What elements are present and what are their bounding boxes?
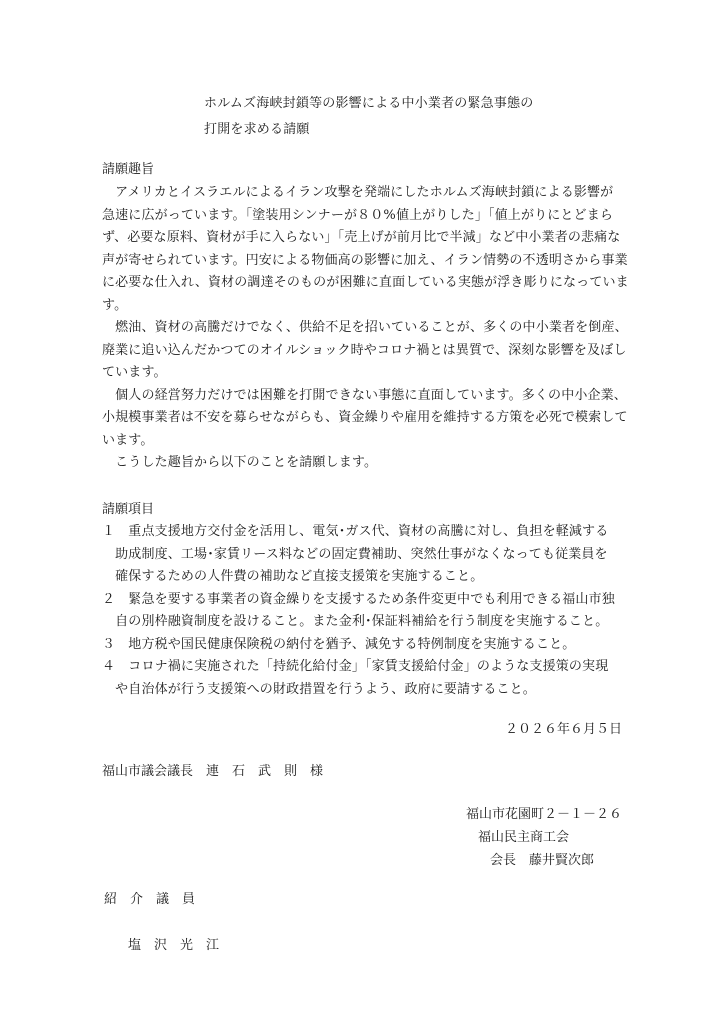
gist-line: こうした趣旨から以下のことを請願します。 (102, 455, 378, 470)
petitioner-address: 福山市花園町２－１－２６ (466, 807, 623, 822)
gist-line: 小規模事業者は不安を募らせながらも、資金繰りや雇用を維持する方策を必死で模索して (102, 410, 628, 425)
items-heading: 請願項目 (102, 502, 155, 517)
item-line: １ 重点支援地方交付金を活用し、電気･ガス代、資材の高騰に対し、負担を軽減する (102, 524, 609, 539)
petitioner-organization: 福山民主商工会 (478, 830, 570, 845)
introducer-name: 塩 沢 光 江 (128, 938, 220, 953)
item-line: 自の別枠融資制度を設けること。また金利･保証料補給を行う制度を実施すること。 (102, 614, 609, 629)
gist-line: アメリカとイスラエルによるイラン攻撃を発端にしたホルムズ海峡封鎖による影響が (102, 185, 614, 200)
gist-line: す。 (102, 298, 128, 313)
gist-line: 声が寄せられています。円安による物価高の影響に加え、イラン情勢の不透明さから事業 (102, 253, 628, 268)
gist-line: ています。 (102, 365, 167, 380)
item-line: や自治体が行う支援策への財政措置を行うよう、政府に要請すること。 (102, 682, 536, 697)
gist-heading: 請願趣旨 (102, 162, 155, 177)
gist-line: 燃油、資材の高騰だけでなく、供給不足を招いていることが、多くの中小業者を倒産、 (102, 320, 628, 335)
gist-line: 個人の経営努力だけでは困難を打開できない事態に直面しています。多くの中小企業、 (102, 388, 627, 403)
gist-line: います。 (102, 433, 154, 448)
gist-line: に必要な仕入れ、資材の調達そのものが困難に直面している実態が浮き彫りになっていま (102, 275, 629, 290)
introducer-heading: 紹 介 議 員 (104, 892, 196, 907)
item-line: 確保するための人件費の補助など直接支援策を実施すること。 (102, 569, 484, 584)
addressee: 福山市議会議長 連 石 武 則 様 (102, 764, 324, 779)
petition-title-line-1: ホルムズ海峡封鎖等の影響による中小業者の緊急事態の (204, 96, 534, 111)
petition-date: ２０２６年６月５日 (504, 722, 622, 737)
item-line: ４ コロナ禍に実施された「持続化給付金」「家賃支援給付金」のような支援策の実現 (102, 659, 609, 674)
gist-line: 急速に広がっています。「塗装用シンナーが８０%値上がりした」「値上がりにとどまら (102, 208, 613, 223)
petitioner-representative: 会長 藤井賢次郎 (490, 853, 595, 868)
item-line: 助成制度、工場･家賃リース料などの固定費補助、突然仕事がなくなっても従業員を (102, 547, 608, 562)
gist-line: ず、必要な原料、資材が手に入らない」「売上げが前月比で半減」など中小業者の悲痛な (102, 230, 621, 245)
gist-line: 廃業に追い込んだかつてのオイルショック時やコロナ禍とは異質で、深刻な影響を及ぼし (102, 343, 627, 358)
item-line: ２ 緊急を要する事業者の資金繰りを支援するため条件変更中でも利用できる福山市独 (102, 592, 615, 607)
item-line: ３ 地方税や国民健康保険税の納付を猶予、減免する特例制度を実施すること。 (102, 637, 576, 652)
petition-title-line-2: 打開を求める請願 (204, 122, 310, 137)
